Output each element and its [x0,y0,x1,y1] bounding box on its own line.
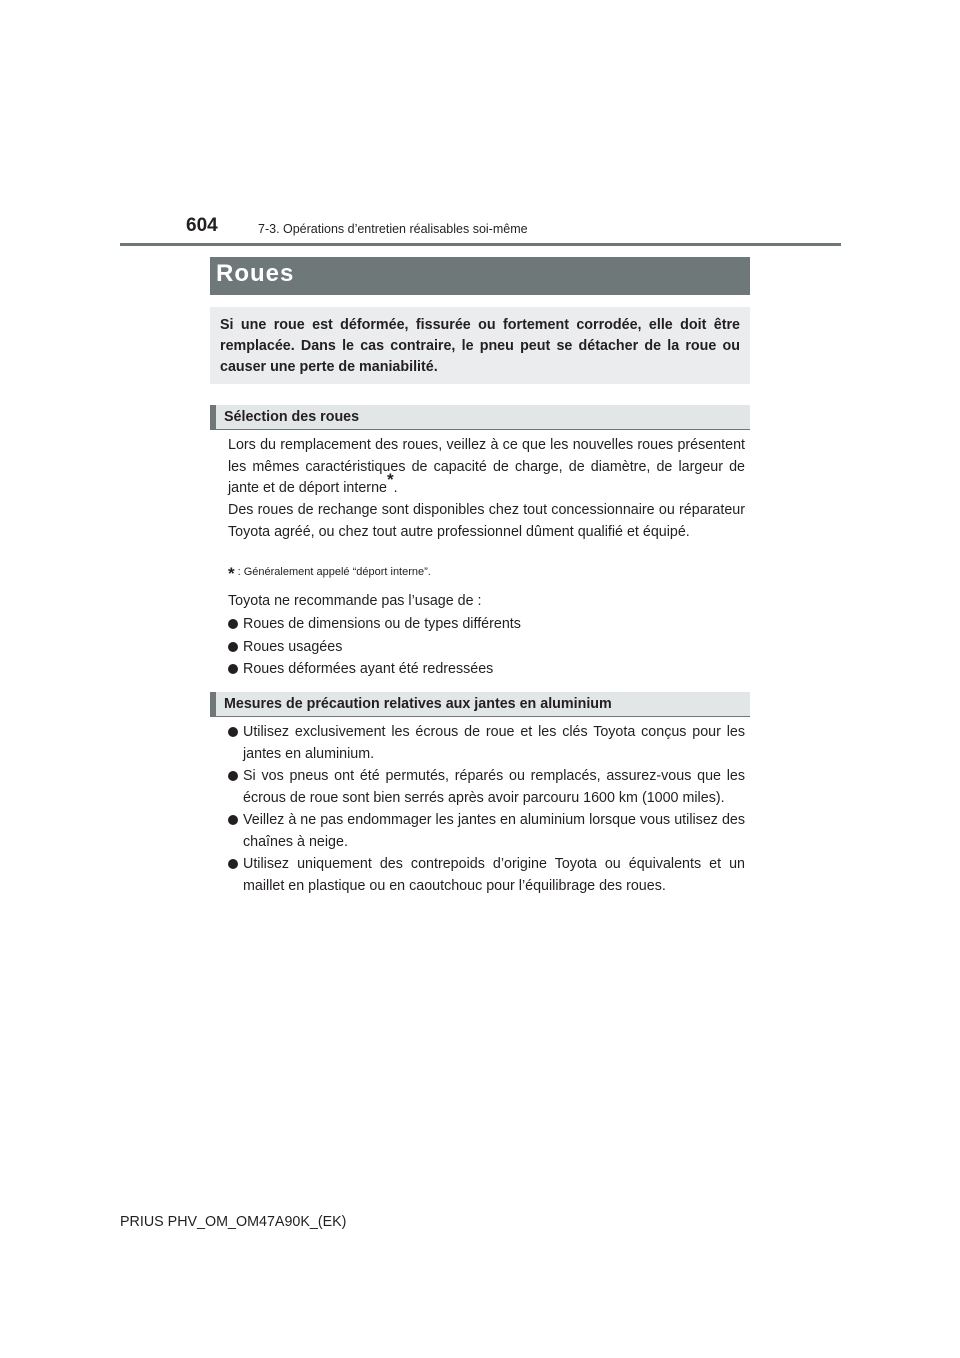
subheading-label: Sélection des roues [224,409,360,425]
bullet-icon [228,642,238,652]
bullet-icon [228,664,238,674]
selection-paragraph-1 [228,435,745,500]
list-item-text: Roues usagées [243,638,343,655]
subheading-wheel-selection [210,405,750,430]
document-footer: PRIUS PHV_OM_OM47A90K_(EK) [120,1214,347,1230]
page-title: Roues [216,260,295,287]
intro-text: Si une roue est déformée, fissurée ou fortement corrodée, elle doit être remplacée. Dans le cas contraire, le pneu peut se détacher de la roue ou causer une perte de maniabilité. [220,317,740,375]
footnote-reference-mark: * [386,470,394,490]
subheading-label: Mesures de précaution relatives aux jantes en aluminium [224,696,612,712]
aluminium-precautions-list [228,722,745,897]
list-item [228,614,745,636]
page-number: 604 [186,215,218,236]
list-item-text: Utilisez exclusivement les écrous de roue et les clés Toyota conçus pour les jantes en aluminium. [243,724,745,762]
list-item-text: Veillez à ne pas endommager les jantes en aluminium lorsque vous utilisez des chaînes à neige. [243,812,745,850]
intro-box [210,307,750,384]
header-rule [120,243,841,246]
section-header: 7-3. Opérations d’entretien réalisables soi-même [258,222,528,236]
subheading-aluminium-precautions [210,692,750,717]
list-item-text: Si vos pneus ont été permutés, réparés ou remplacés, assurez-vous que les écrous de roue sont bien serrés après avoir parcouru 1600 km (1000 miles). [243,768,745,806]
not-recommended-list [228,614,745,681]
list-item [228,722,745,765]
selection-paragraph-1-end: . [393,480,398,496]
footnote-text: : Généralement appelé “déport interne”. [237,566,431,578]
list-item [228,810,745,853]
bullet-icon [228,619,238,629]
footnote [228,564,745,584]
list-item-text: Roues de dimensions ou de types différents [243,616,521,632]
list-item [228,766,745,809]
bullet-icon [228,771,238,781]
list-item-text: Utilisez uniquement des contrepoids d’origine Toyota ou équivalents et un maillet en plastique ou en caoutchouc pour l’équilibrage des roues. [243,856,745,894]
selection-paragraph-2: Des roues de rechange sont disponibles chez tout concessionnaire ou réparateur Toyota agréé, ou chez tout autre professionnel dûment qualifié et équipé. [228,502,745,540]
title-bar [210,257,750,295]
list-item [228,854,745,897]
list-intro: Toyota ne recommande pas l’usage de : [228,593,482,609]
list-item [228,637,745,659]
bullet-icon [228,859,238,869]
list-item-text: Roues déformées ayant été redressées [243,661,494,677]
list-item [228,659,745,681]
selection-paragraph-1-text: Lors du remplacement des roues, veillez à ce que les nouvelles roues présentent les mêmes caractéristiques de capacité de charge, de diamètre, de largeur de jante et de déport interne [228,437,745,496]
bullet-icon [228,815,238,825]
footnote-mark: * [228,564,235,583]
bullet-icon [228,727,238,737]
